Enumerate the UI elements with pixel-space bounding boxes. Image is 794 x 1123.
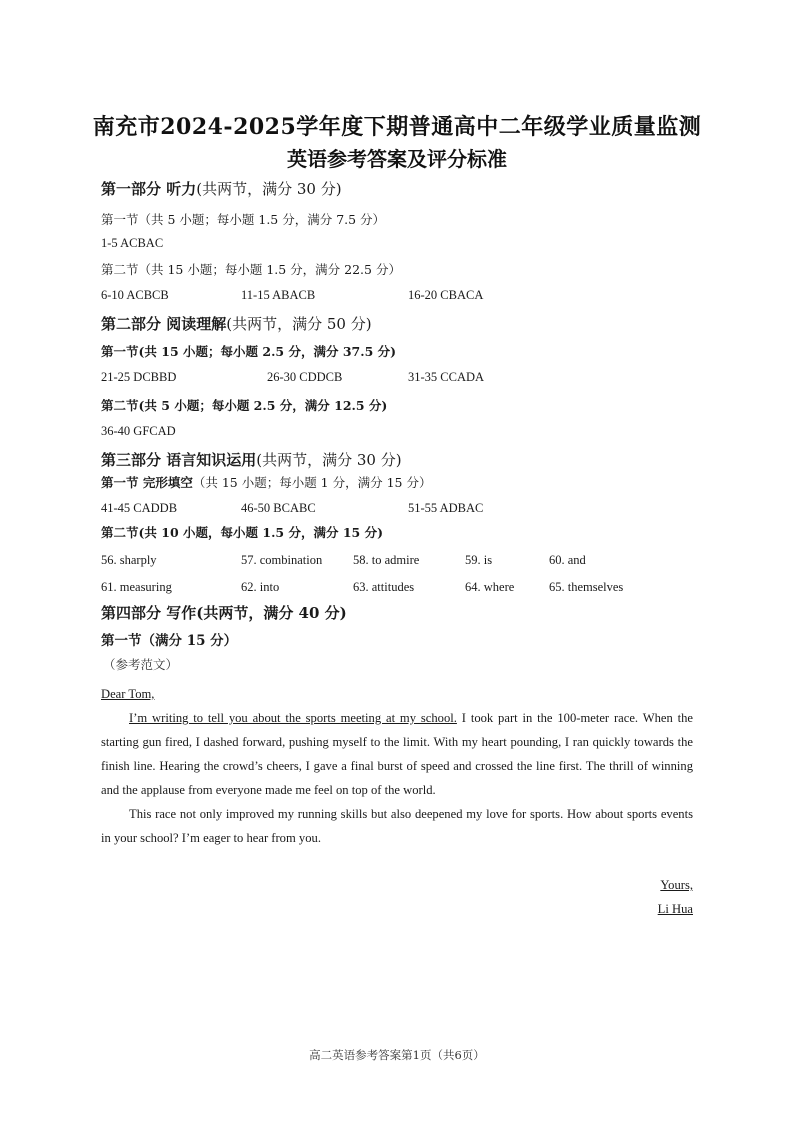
letter-opening-sentence: I’m writing to tell you about the sports meeting at my school. [129,711,457,725]
fill-answer: 58. to admire [353,553,420,567]
answer-group: 51-55 ADBAC [408,501,484,515]
part1-section2: 第二节（共 15 小题；每小题 1.5 分，满分 22.5 分） [101,262,401,277]
fill-answer: 64. where [465,580,515,594]
fill-answer: 59. is [465,553,493,567]
part2-title: 第二部分 阅读理解 [101,315,227,333]
letter-closing: Yours, [660,878,693,892]
answer-group: 26-30 CDDCB [267,370,343,384]
answer-group: 6-10 ACBCB [101,288,169,302]
part2-heading [101,313,372,334]
part2-section2-answers: 36-40 GFCAD [101,424,176,438]
part3-section1-label: 第一节 完形填空 [101,475,193,490]
part2-section1: 第一节(共 15 小题；每小题 2.5 分，满分 37.5 分) [101,344,397,359]
fill-answer: 56. sharply [101,553,157,567]
fill-answer: 65. themselves [549,580,624,594]
answer-group: 41-45 CADDB [101,501,178,515]
page-subtitle: 英语参考答案及评分标准 [287,147,507,171]
answer-group: 11-15 ABACB [241,288,316,302]
letter-paragraph-1 [101,706,693,802]
letter-paragraph-2: This race not only improved my running skills but also deepened my love for sports. How about sports events in your school? I’m eager to hear from you. [101,807,693,845]
part2-note: (共两节，满分 50 分) [226,315,372,333]
answer-group: 21-25 DCBBD [101,370,177,384]
page-title: 南充市2024-2025学年度下期普通高中二年级学业质量监测 [92,114,702,140]
part3-title: 第三部分 语言知识运用 [101,451,257,469]
part3-section1-note: （共 15 小题；每小题 1 分，满分 15 分） [192,475,432,490]
part3-note: (共两节，满分 30 分) [256,451,402,469]
part1-section1: 第一节（共 5 小题；每小题 1.5 分，满分 7.5 分） [101,212,386,227]
part3-heading [101,449,402,470]
letter-greeting: Dear Tom, [101,687,155,701]
fill-answer: 57. combination [241,553,323,567]
sample-label: （参考范文） [103,657,179,672]
fill-answer: 63. attitudes [353,580,415,594]
fill-answer: 61. measuring [101,580,172,594]
part4-heading: 第四部分 写作(共两节，满分 40 分) [101,604,347,622]
part1-section1-answers: 1-5 ACBAC [101,236,164,250]
part4-section1: 第一节（满分 15 分） [101,633,238,649]
letter-signature: Li Hua [657,902,693,916]
fill-answer: 62. into [241,580,280,594]
letter-paragraph-1-rest: I took part in the 100-meter race. When the starting gun fired, I dashed forward, pushing myself to the limit. With my heart pounding, I ran quickly towards the finish line. Hearing the crowd’s cheers, I gave a final burst of speed and crossed the line first. The thrill of winning and the applause from everyone made me feel on top of the world. [101,711,694,797]
letter-body [101,706,693,850]
part1-title: 第一部分 听力 [101,180,197,198]
page-footer: 高二英语参考答案第1页（共6页） [309,1048,485,1062]
part2-section2: 第二节(共 5 小题；每小题 2.5 分，满分 12.5 分) [101,398,388,413]
answer-group: 16-20 CBACA [408,288,484,302]
fill-answer: 60. and [549,553,586,567]
part1-heading [101,178,342,199]
part1-note: (共两节，满分 30 分) [196,180,342,198]
part3-section1 [101,473,431,491]
answer-group: 46-50 BCABC [241,501,316,515]
answer-group: 31-35 CCADA [408,370,485,384]
part3-section2: 第二节(共 10 小题，每小题 1.5 分，满分 15 分) [101,525,383,540]
